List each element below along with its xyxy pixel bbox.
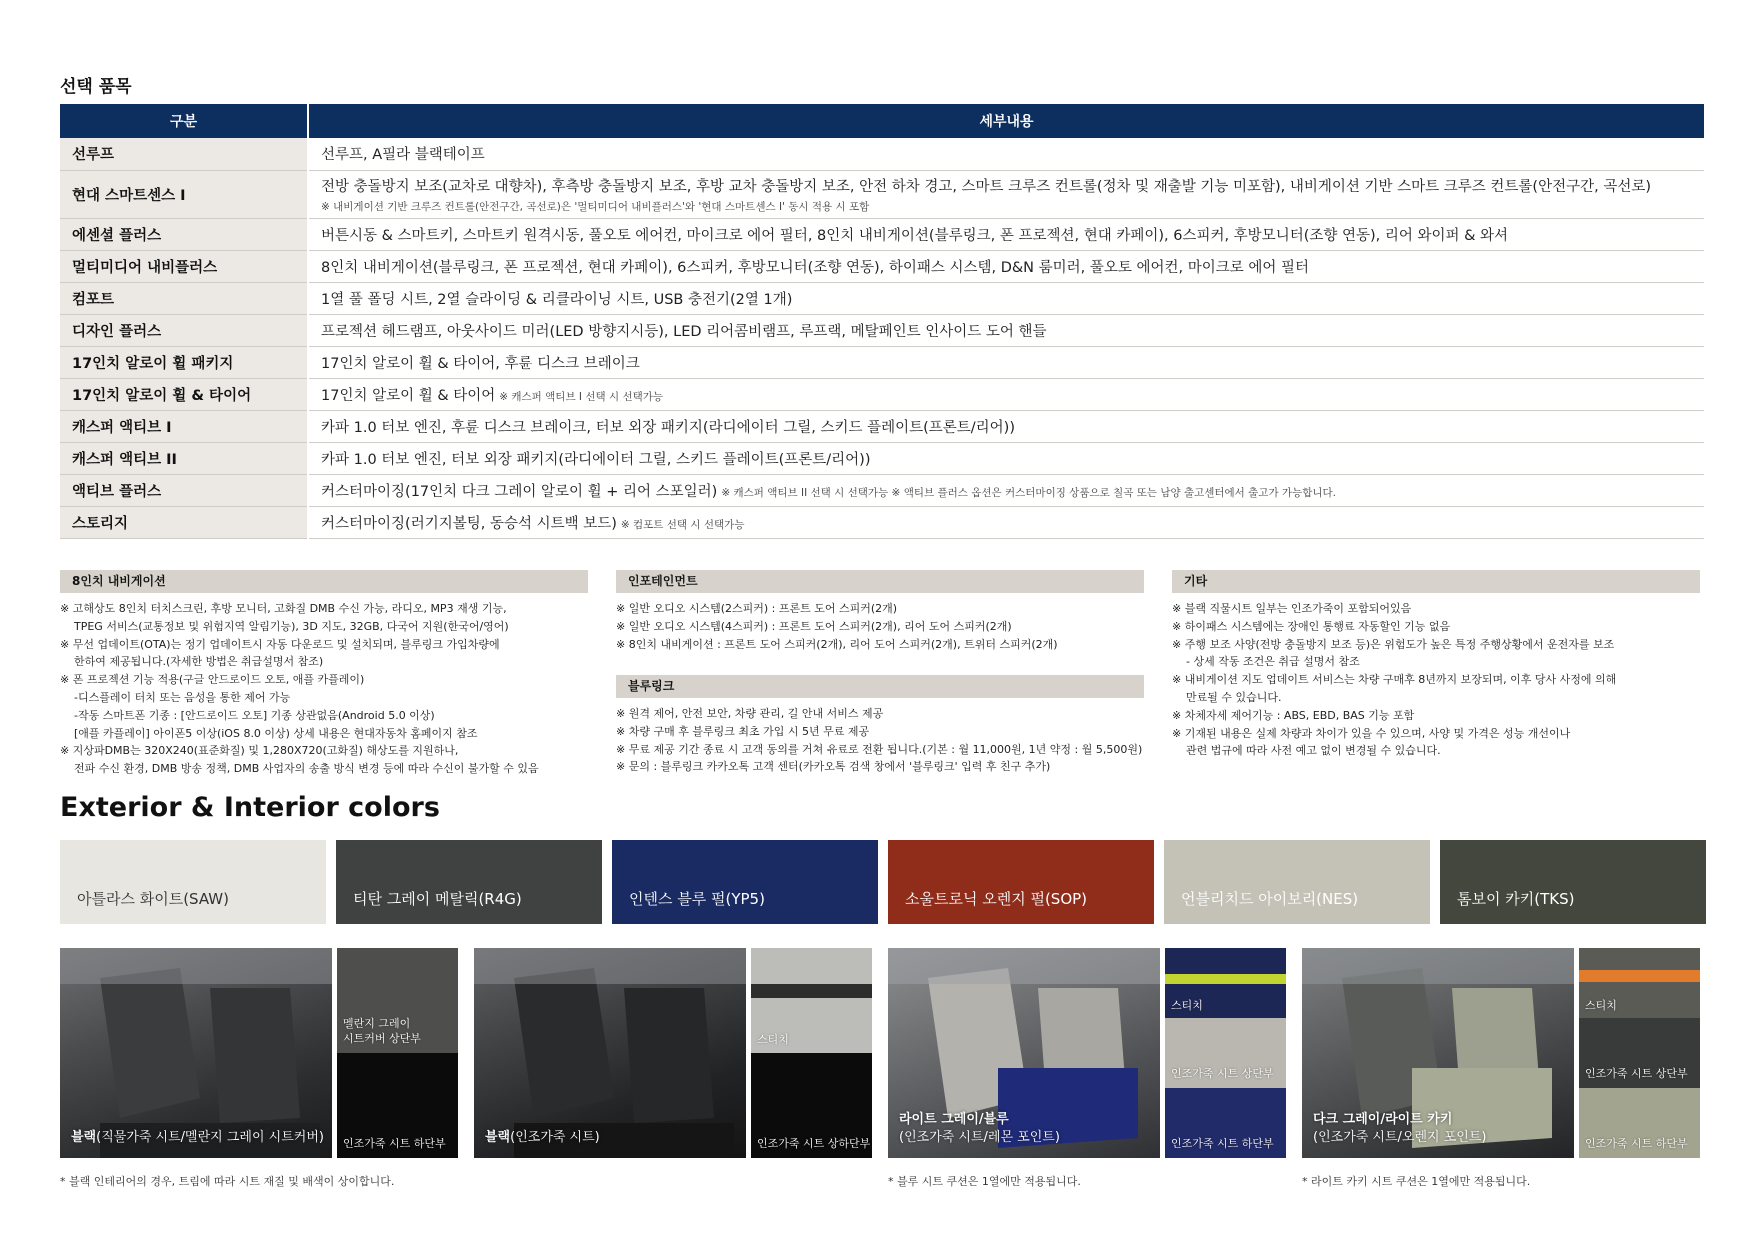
navi-notes-list [60,600,588,778]
option-detail: 프로젝션 헤드램프, 아웃사이드 미러(LED 방향지시등), LED 리어콤비램프, 루프랙, 메탈페인트 인사이드 도어 핸들 [321,323,1047,340]
bluelink-notes-list [616,705,1144,776]
note-line: ※ 차체자세 제어기능 : ABS, EBD, BAS 기능 포함 [1172,708,1415,722]
note-line: TPEG 서비스(교통정보 및 위험지역 알림기능), 3D 지도, 32GB, 다국어 지원(한국어/영어) [74,619,509,633]
etc-notes-list [1172,600,1700,760]
interior-photo-darkgray-khaki [1302,948,1574,1158]
option-detail: 8인치 내비게이션(블루링크, 폰 프로젝션, 현대 카페이), 6스피커, 후방모니터(조향 연동), 하이패스 시스템, D&N 룸미러, 풀오토 에어컨, 마이크로 에어 필터 [321,259,1310,276]
swatch-label: 소울트로닉 오렌지 펄(SOP) [905,890,1088,908]
option-detail-cell [308,442,1704,474]
interior-texture-lightgray-blue [1165,948,1286,1158]
option-detail-cell [308,506,1704,538]
etc-notes [1172,570,1700,760]
option-detail-cell [308,378,1704,410]
interior-texture-darkgray-khaki [1579,948,1700,1158]
header-detail: 세부내용 [308,104,1704,138]
note-line: ※ 일반 오디오 시스템(2스피커) : 프론트 도어 스피커(2개) [616,602,898,615]
option-note: ※ 캐스퍼 액티브 I 선택 시 선택가능 [499,390,664,403]
note-line: ※ 고해상도 8인치 터치스크린, 후방 모니터, 고화질 DMB 수신 가능, 라디오, MP3 재생 기능, [60,602,507,615]
note-line: 전파 수신 환경, DMB 방송 정책, DMB 사업자의 송출 방식 변경 등에 따라 수신이 불가할 수 있음 [74,762,539,776]
swatch-label: 언블리치드 아이보리(NES) [1181,890,1359,908]
options-title: 선택 품목 [60,77,132,97]
option-row [60,250,1704,282]
texture-upper-label: 스티치 [1171,999,1203,1012]
option-detail-cell [308,410,1704,442]
note-line: ※ 내비게이션 지도 업데이트 서비스는 차량 구매후 8년까지 보장되며, 이후 당사 사정에 의해 [1172,673,1617,687]
option-name: 17인치 알로이 휠 & 타이어 [60,378,308,410]
note-line: ※ 일반 오디오 시스템(4스피커) : 프론트 도어 스피커(2개), 리어 도어 스피커(2개) [616,619,1012,633]
option-row [60,346,1704,378]
swatch-label: 아틀라스 화이트(SAW) [77,890,229,908]
option-detail-cell [308,170,1704,218]
seat-illustration [474,948,746,1158]
option-detail-cell [308,282,1704,314]
bluelink-notes-title: 블루링크 [616,675,1144,698]
interior-texture-black-fabric [337,948,458,1158]
texture-upper-label: 멜란지 그레이 시트커버 상단부 [343,1017,421,1045]
note-line: ※ 기재된 내용은 실제 차량과 차이가 있을 수 있으며, 사양 및 가격은 성능 개선이나 [1172,726,1571,740]
option-subnote: ※ 내비게이션 기반 크루즈 컨트롤(안전구간, 곡선로)은 '멀티미디어 내비플러스'와 '현대 스마트센스 I' 동시 적용 시 포함 [321,200,870,213]
option-row [60,138,1704,170]
option-name: 에센셜 플러스 [60,218,308,250]
interior-photo-black-leather [474,948,746,1158]
note-line: ※ 무료 제공 기간 종료 시 고객 동의를 거쳐 유료로 전환 됩니다.(기본 : 월 11,000원, 1년 약정 : 월 5,500원) [616,742,1143,756]
option-row [60,506,1704,538]
option-detail: 커스터마이징(러기지볼팅, 동승석 시트백 보드) [321,515,617,532]
option-name: 컴포트 [60,282,308,314]
exterior-swatch[interactable] [1440,840,1706,924]
interior-caption: 라이트 그레이/블루 (인조가죽 시트/레몬 포인트) [899,1112,1060,1145]
option-name: 스토리지 [60,506,308,538]
option-detail: 선루프, A필라 블랙테이프 [321,147,485,164]
option-detail-cell [308,218,1704,250]
bluelink-notes [616,675,1144,776]
texture-mid-label: 인조가죽 시트 상단부 [1171,1067,1274,1080]
options-table [60,104,1704,539]
note-line: -디스플레이 터치 또는 음성을 통한 제어 가능 [74,690,291,704]
infotainment-notes-list [616,600,1144,653]
option-detail: 17인치 알로이 휠 & 타이어, 후륜 디스크 브레이크 [321,355,640,372]
note-line: ※ 지상파DMB는 320X240(표준화질) 및 1,280X720(고화질) 해상도를 지원하나, [60,744,459,758]
swatch-label: 인텐스 블루 펄(YP5) [629,890,765,908]
navi-notes [60,570,588,778]
texture-upper-label: 스티치 [1585,999,1617,1012]
footnote-khaki: * 라이트 카키 시트 쿠션은 1열에만 적용됩니다. [1302,1175,1531,1188]
option-row [60,170,1704,218]
note-line: ※ 주행 보조 사양(전방 충돌방지 보조 등)은 위험도가 높은 특정 주행상황에서 운전자를 보조 [1172,637,1615,651]
option-name: 액티브 플러스 [60,474,308,506]
option-detail: 버튼시동 & 스마트키, 스마트키 원격시동, 풀오토 에어컨, 마이크로 에어 필터, 8인치 내비게이션(블루링크, 폰 프로젝션, 현대 카페이), 6스피커, 후방모니터(조향 연동), 리어 와이퍼 & 와셔 [321,227,1509,244]
option-note: ※ 캐스퍼 액티브 II 선택 시 선택가능 ※ 액티브 플러스 옵션은 커스터마이징 상품으로 칠곡 또는 남양 출고센터에서 출고가 가능합니다. [721,486,1336,499]
option-detail: 17인치 알로이 휠 & 타이어 [321,387,496,404]
option-row [60,378,1704,410]
exterior-swatch[interactable] [1164,840,1430,924]
option-detail-cell [308,314,1704,346]
option-row [60,218,1704,250]
option-name: 캐스퍼 액티브 II [60,442,308,474]
option-row [60,314,1704,346]
option-name: 디자인 플러스 [60,314,308,346]
option-name: 17인치 알로이 휠 패키지 [60,346,308,378]
exterior-swatch[interactable] [612,840,878,924]
option-row [60,474,1704,506]
note-line: ※ 폰 프로젝션 기능 적용(구글 안드로이드 오토, 애플 카플레이) [60,673,365,687]
note-line: ※ 원격 제어, 안전 보안, 차량 관리, 길 안내 서비스 제공 [616,707,884,720]
option-name: 선루프 [60,138,308,170]
option-row [60,442,1704,474]
exterior-swatch[interactable] [60,840,326,924]
interior-photo-lightgray-blue [888,948,1160,1158]
option-detail: 커스터마이징(17인치 다크 그레이 알로이 휠 + 리어 스포일러) [321,483,718,500]
swatch-label: 티탄 그레이 메탈릭(R4G) [353,890,522,908]
option-detail: 카파 1.0 터보 엔진, 후륜 디스크 브레이크, 터보 외장 패키지(라디에이터 그릴, 스키드 플레이트(프론트/리어)) [321,419,1015,436]
texture-lower-label: 인조가죽 시트 하단부 [1171,1137,1274,1150]
option-name: 멀티미디어 내비플러스 [60,250,308,282]
note-line: 한하여 제공됩니다.(자세한 방법은 취급설명서 참조) [74,655,324,669]
seat-illustration [60,948,332,1158]
option-detail-cell [308,474,1704,506]
note-line: ※ 하이패스 시스템에는 장애인 통행료 자동할인 기능 없음 [1172,619,1451,633]
interior-photo-black-fabric [60,948,332,1158]
note-line: 만료될 수 있습니다. [1186,690,1282,704]
etc-notes-title: 기타 [1172,570,1700,593]
note-line: ※ 무선 업데이트(OTA)는 정기 업데이트시 자동 다운로드 및 설치되며, 블루링크 가입차량에 [60,637,500,651]
interior-caption: 블랙(직물가죽 시트/멜란지 그레이 시트커버) [71,1130,324,1145]
note-line: ※ 문의 : 블루링크 카카오톡 고객 센터(카카오톡 검색 창에서 '블루링크' 입력 후 친구 추가) [616,760,1051,774]
option-name: 현대 스마트센스 I [60,170,308,218]
option-detail: 1열 풀 폴딩 시트, 2열 슬라이딩 & 리클라이닝 시트, USB 충전기(2열 1개) [321,291,793,308]
note-line: [애플 카플레이] 아이폰5 이상(iOS 8.0 이상) 상세 내용은 현대자동차 홈페이지 참조 [74,726,478,740]
footnote-blue: * 블루 시트 쿠션은 1열에만 적용됩니다. [888,1175,1081,1188]
interior-caption: 블랙(인조가죽 시트) [485,1130,600,1145]
texture-lower-label: 인조가죽 시트 상하단부 [757,1137,871,1150]
swatch-label: 톰보이 카키(TKS) [1457,890,1575,908]
option-row [60,410,1704,442]
note-line: 관련 법규에 따라 사전 예고 없이 변경될 수 있습니다. [1186,744,1441,758]
exterior-swatch[interactable] [336,840,602,924]
texture-lower-label: 인조가죽 시트 하단부 [343,1137,446,1150]
footnote-black: * 블랙 인테리어의 경우, 트림에 따라 시트 재질 및 배색이 상이합니다. [60,1175,395,1188]
navi-notes-title: 8인치 내비게이션 [60,570,588,593]
option-detail: 카파 1.0 터보 엔진, 터보 외장 패키지(라디에이터 그릴, 스키드 플레이트(프론트/리어)) [321,451,871,468]
option-note: ※ 컴포트 선택 시 선택가능 [620,518,745,531]
option-detail-cell [308,250,1704,282]
texture-upper-label: 스티치 [757,1033,789,1046]
exterior-swatch[interactable] [888,840,1154,924]
option-detail: 전방 충돌방지 보조(교차로 대향차), 후측방 충돌방지 보조, 후방 교차 충돌방지 보조, 안전 하차 경고, 스마트 크루즈 컨트롤(정차 및 재출발 기능 미포함), 내비게이션 기반 스마트 크루즈 컨트롤(안전구간, 곡선로) [321,178,1652,195]
option-detail-cell [308,138,1704,170]
interior-caption: 다크 그레이/라이트 카키 (인조가죽 시트/오렌지 포인트) [1313,1112,1487,1145]
options-body [60,138,1704,538]
note-line: - 상세 작동 조건은 취급 설명서 참조 [1186,655,1360,669]
option-name: 캐스퍼 액티브 I [60,410,308,442]
option-detail-cell [308,346,1704,378]
note-line: -작동 스마트폰 기종 : [안드로이드 오토] 기종 상관없음(Android 5.0 이상) [74,708,435,722]
infotainment-notes [616,570,1144,653]
infotainment-notes-title: 인포테인먼트 [616,570,1144,593]
texture-mid-label: 인조가죽 시트 상단부 [1585,1067,1688,1080]
note-line: ※ 차량 구매 후 블루링크 최초 가입 시 5년 무료 제공 [616,724,870,738]
colors-title: Exterior & Interior colors [60,792,440,823]
header-category: 구분 [60,104,308,138]
option-row [60,282,1704,314]
note-line: ※ 블랙 직물시트 일부는 인조가죽이 포함되어있음 [1172,602,1412,615]
interior-texture-black-leather [751,948,872,1158]
note-line: ※ 8인치 내비게이션 : 프론트 도어 스피커(2개), 리어 도어 스피커(2개), 트위터 스피커(2개) [616,637,1058,651]
texture-lower-label: 인조가죽 시트 하단부 [1585,1137,1688,1150]
